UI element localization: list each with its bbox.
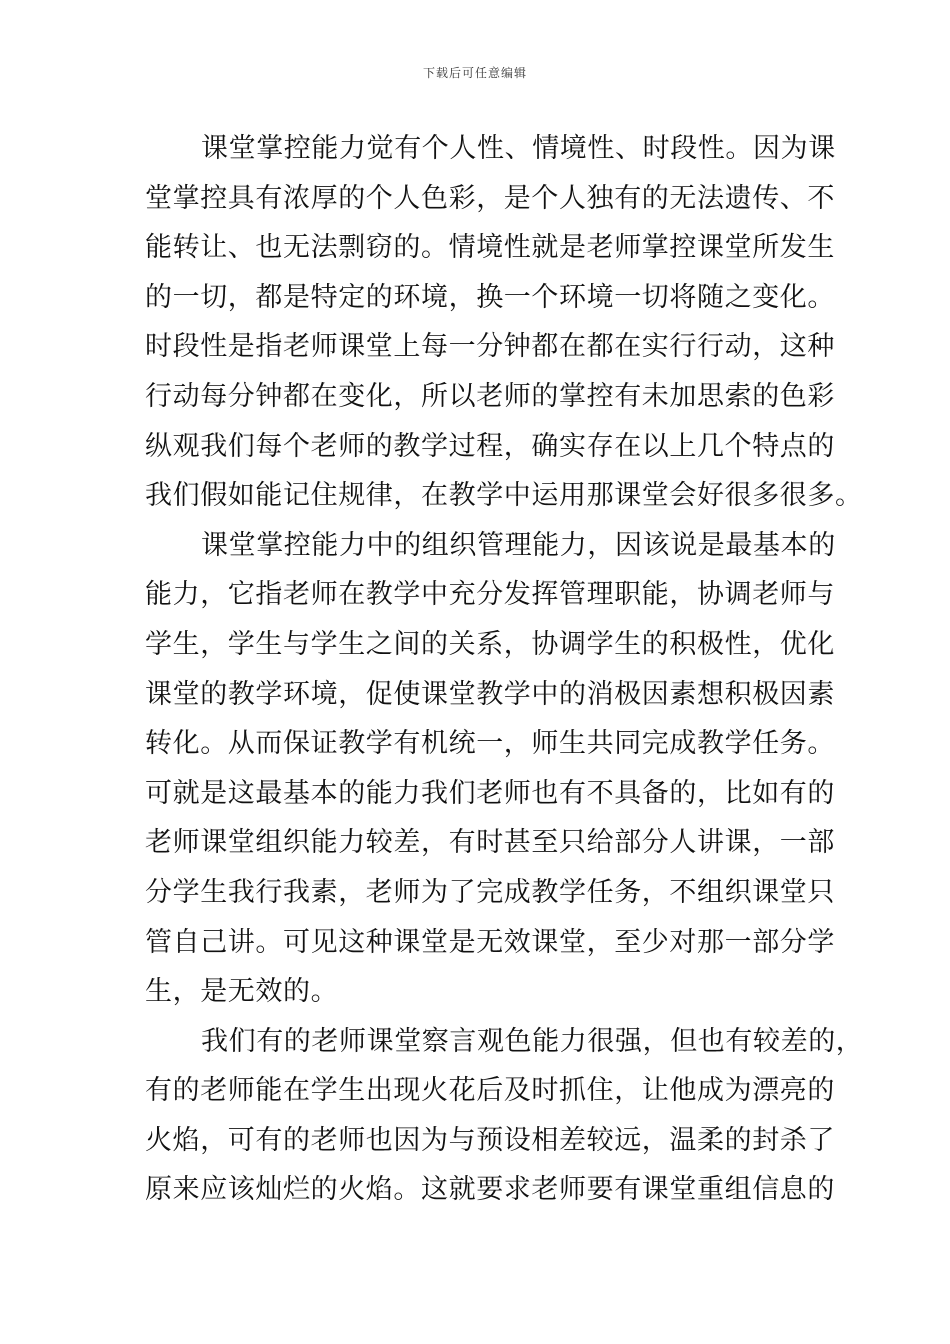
paragraph-line: 行动每分钟都在变化，所以老师的掌控有未加思索的色彩 — [145, 380, 835, 412]
paragraph-line: 生，是无效的。 — [145, 976, 339, 1008]
paragraph-line: 课堂掌控能力觉有个人性、情境性、时段性。因为课 — [201, 133, 836, 164]
paragraph-line: 原来应该灿烂的火焰。这就要求老师要有课堂重组信息的 — [145, 1174, 835, 1206]
paragraph-line: 纵观我们每个老师的教学过程，确实存在以上几个特点的 — [145, 430, 835, 462]
paragraph-2 — [145, 521, 836, 1017]
body-text — [145, 124, 864, 1215]
paragraph-line: 老师课堂组织能力较差，有时甚至只给部分人讲课，一部 — [145, 827, 835, 859]
paragraph-line: 我们假如能记住规律，在教学中运用那课堂会好很多很多。 — [145, 480, 863, 512]
paragraph-line: 课堂的教学环境，促使课堂教学中的消极因素想积极因素 — [145, 678, 835, 710]
paragraph-line: 时段性是指老师课堂上每一分钟都在都在实行行动，这种 — [145, 331, 835, 363]
paragraph-line: 课堂掌控能力中的组织管理能力，因该说是最基本的 — [201, 529, 836, 561]
paragraph-line: 能转让、也无法剽窃的。情境性就是老师掌控课堂所发生 — [145, 232, 835, 264]
paragraph-1 — [145, 124, 863, 521]
paragraph-line: 有的老师能在学生出现火花后及时抓住，让他成为漂亮的 — [145, 1075, 835, 1107]
paragraph-line: 分学生我行我素，老师为了完成教学任务，不组织课堂只 — [145, 876, 835, 908]
paragraph-line: 转化。从而保证教学有机统一，师生共同完成教学任务。 — [145, 728, 835, 760]
paragraph-line: 堂掌控具有浓厚的个人色彩，是个人独有的无法遗传、不 — [145, 182, 835, 214]
paragraph-line: 可就是这最基本的能力我们老师也有不具备的，比如有的 — [145, 777, 835, 809]
paragraph-line: 学生，学生与学生之间的关系，协调学生的积极性，优化 — [145, 628, 835, 660]
paragraph-line: 我们有的老师课堂察言观色能力很强，但也有较差的， — [201, 1025, 864, 1057]
paragraph-line: 管自己讲。可见这种课堂是无效课堂，至少对那一部分学 — [145, 926, 835, 958]
paragraph-line: 的一切，都是特定的环境，换一个环境一切将随之变化。 — [145, 281, 835, 313]
paragraph-line: 能力，它指老师在教学中充分发挥管理职能，协调老师与 — [145, 579, 835, 611]
header-note: 下载后可任意编辑 — [422, 66, 527, 80]
paragraph-line: 火焰，可有的老师也因为与预设相差较远，温柔的封杀了 — [145, 1124, 835, 1156]
paragraph-3 — [145, 1017, 864, 1215]
